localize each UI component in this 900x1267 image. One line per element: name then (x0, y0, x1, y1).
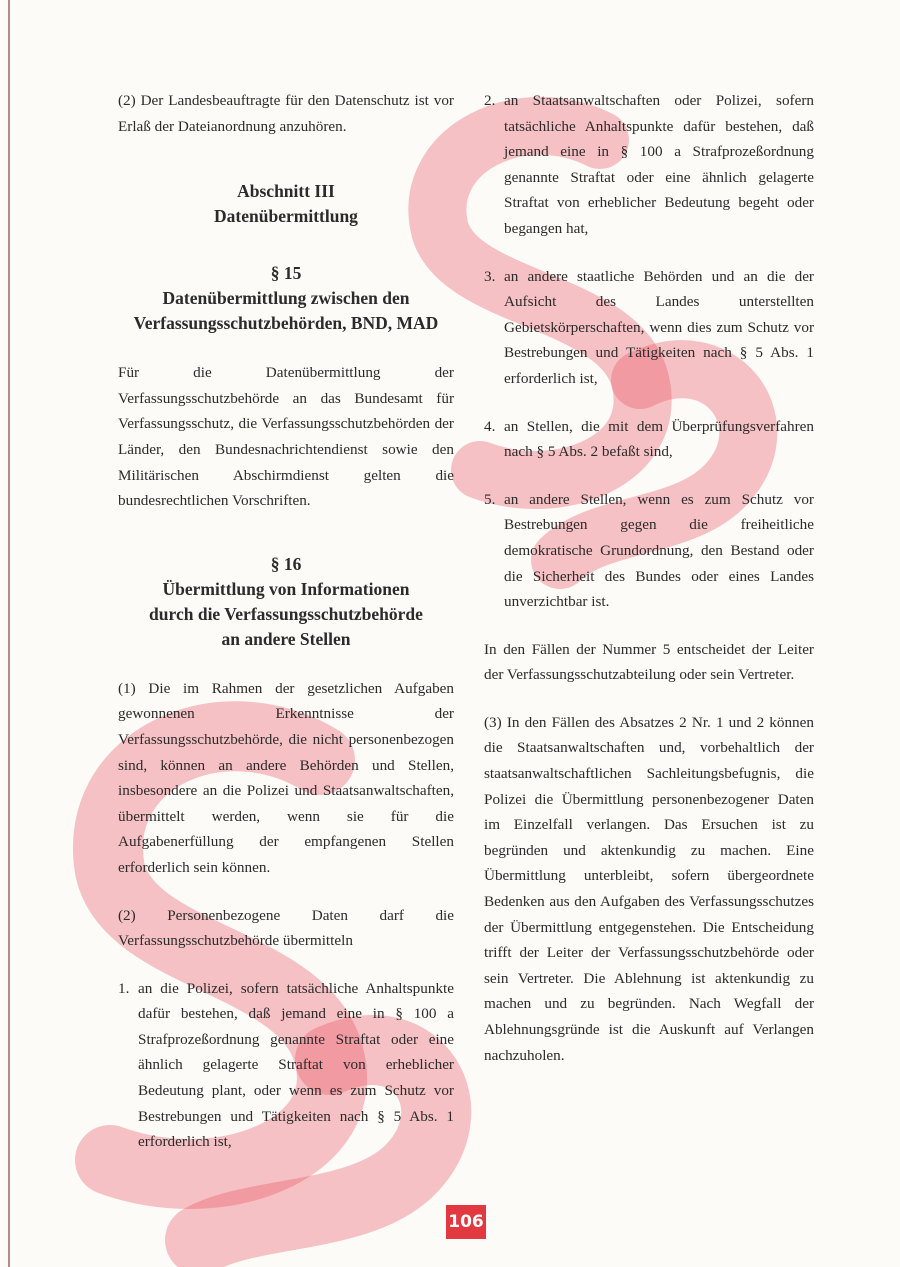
list-item-number: 3. (484, 267, 496, 285)
list-item-text: an Staatsanwaltschaften oder Polizei, sofern tatsächliche Anhaltspunkte dafür bestehen, daß jemand eine in § 100 a Strafprozeßordnung genannte Straftat oder eine ähnlich gelagerte Straftat von erheblicher Bedeutung begeht oder begangen hat, (504, 92, 814, 237)
section-16-title-line-1: Übermittlung von Informationen (162, 578, 410, 599)
abschnitt-title: Datenübermittlung (214, 206, 358, 227)
section-16-number: § 16 (270, 553, 302, 574)
list-item (484, 88, 814, 242)
list-item (484, 264, 814, 392)
list-item-text: an andere staatliche Behörden und an die der Aufsicht des Landes unterstellten Gebietskörperschaften, wenn dies zum Schutz vor Bestrebungen und Tätigkeiten nach § 5 Abs. 1 erforderlich ist, (504, 267, 814, 387)
section-16-paragraph-1: (1) Die im Rahmen der gesetzlichen Aufgaben gewonnenen Erkenntnisse der Verfassungsschutzbehörde, die nicht personenbezogen sind, können an andere Behörden und Stellen, insbesondere an die Polizei und Staatsanwaltschaften, übermittelt werden, wenn sie für die Aufgabenerfüllung der empfangenen Stellen erforderlich sein können. (118, 679, 454, 876)
paragraph-3: (3) In den Fällen des Absatzes 2 Nr. 1 und 2 können die Staatsanwaltschaften und, vorbehaltlich der staatsanwaltschaftlichen Sachleitungsbefugnis, die Polizei die Übermittlung personenbezogener Daten im Einzelfall verlangen. Das Ersuchen ist zu begründen und aktenkundig zu machen. Eine Übermittlung unterbleibt, sofern übergeordnete Bedenken aus den Aufgaben des Verfassungsschutzes der Übermittlung entgegenstehen. Die Entscheidung trifft der Leiter der Verfassungsschutzbehörde oder sein Vertreter. Die Ablehnung ist aktenkundig zu machen und zu begründen. Nach Wegfall der Ablehnungsgründe ist die Auskunft auf Verlangen nachzuholen. (484, 713, 814, 1064)
list-item (484, 487, 814, 615)
page-number: 106 (446, 1205, 486, 1239)
section-15-text: Für die Datenübermittlung der Verfassungsschutzbehörde an das Bundesamt für Verfassungsschutz, die Verfassungsschutzbehörden der Länder, den Bundesnachrichtendienst sowie den Militärischen Abschirmdienst gelten die bundesrechtlichen Vorschriften. (118, 364, 454, 510)
list-item (484, 414, 814, 465)
list-item (118, 976, 454, 1155)
list-item-number: 5. (484, 490, 496, 508)
paragraph-intro: (2) Der Landesbeauftragte für den Datenschutz ist vor Erlaß der Dateianordnung anzuhören. (118, 92, 454, 135)
list-item-text: an andere Stellen, wenn es zum Schutz vor Bestrebungen gegen die freiheitliche demokratische Grundordnung, den Bestand oder die Sicherheit des Bundes oder eines Landes unverzichtbar ist. (504, 490, 814, 611)
list-item-number: 4. (484, 417, 496, 435)
abschnitt-label: Abschnitt III (237, 181, 335, 202)
transmission-list-left (118, 976, 454, 1155)
section-16-paragraph-2: (2) Personenbezogene Daten darf die Verfassungsschutzbehörde übermitteln (118, 906, 454, 950)
right-column (484, 88, 814, 1090)
section-16-title-line-3: an andere Stellen (221, 628, 351, 649)
paragraph-nummer-5: In den Fällen der Nummer 5 entscheidet der Leiter der Verfassungsschutzabteilung oder sein Vertreter. (484, 640, 814, 684)
section-15-heading (118, 261, 454, 336)
section-15-number: § 15 (270, 263, 302, 284)
left-column (118, 88, 454, 1177)
list-item-text: an Stellen, die mit dem Überprüfungsverfahren nach § 5 Abs. 2 befaßt sind, (504, 417, 814, 461)
section-16-title-line-2: durch die Verfassungsschutzbehörde (149, 603, 423, 624)
binding-edge (8, 0, 10, 1267)
abschnitt-heading (118, 179, 454, 229)
section-16-heading (118, 552, 454, 652)
list-item-text: an die Polizei, sofern tatsächliche Anhaltspunkte dafür bestehen, daß jemand eine in § 100 a Strafprozeßordnung genannte Straftat oder eine ähnlich gelagerte Straftat von erheblicher Bedeutung plant, oder wenn es zum Schutz vor Bestrebungen und Tätigkeiten nach § 5 Abs. 1 erforderlich ist, (138, 979, 454, 1151)
list-item-number: 2. (484, 92, 496, 109)
list-item-number: 1. (118, 979, 130, 997)
transmission-list-right (484, 88, 814, 615)
section-15-title: Datenübermittlung zwischen den Verfassungsschutzbehörden, BND, MAD (133, 288, 439, 334)
